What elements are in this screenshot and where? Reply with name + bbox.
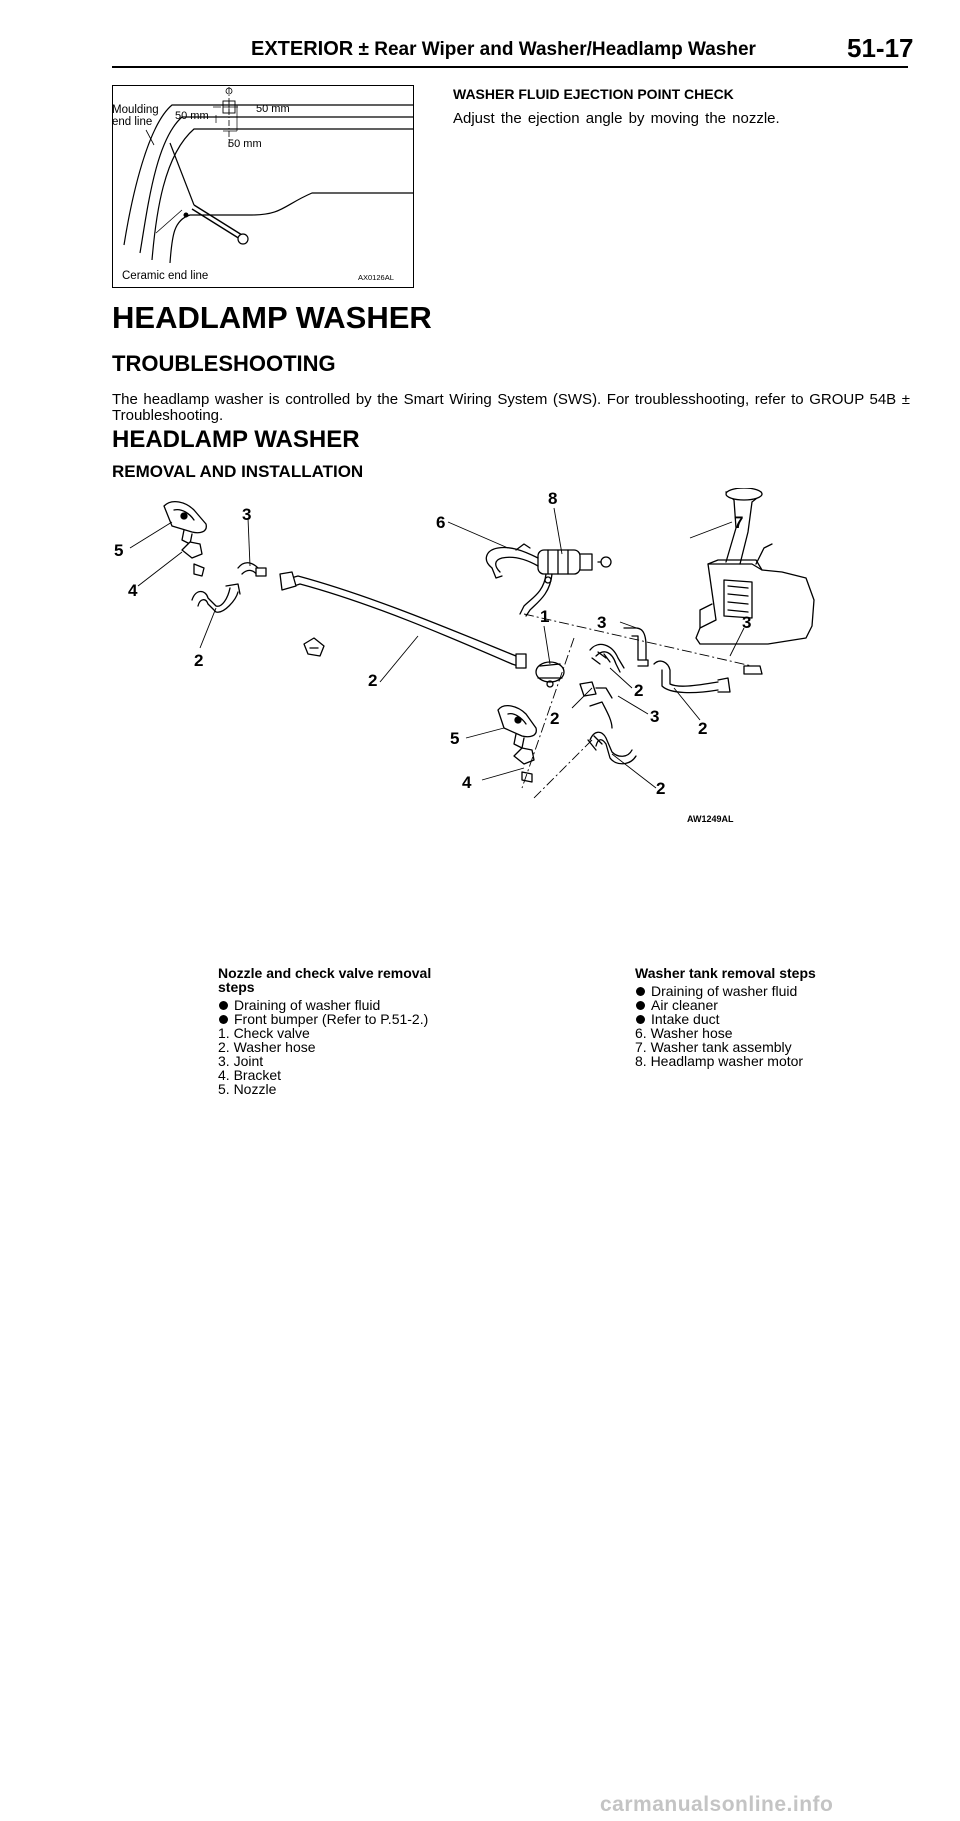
- nozzle-check-valve-steps: [218, 966, 468, 1096]
- figure-code: AX0126AL: [358, 273, 394, 282]
- heading-removal-installation: REMOVAL AND INSTALLATION: [112, 462, 364, 481]
- callout-2-main: 2: [368, 671, 378, 690]
- step-item: 7. Washer tank assembly: [635, 1039, 792, 1055]
- callout-3-lower: 3: [650, 707, 660, 726]
- ejection-point-diagram: [112, 85, 414, 288]
- page-number: 51-17: [847, 33, 914, 63]
- callout-1: 1: [540, 607, 550, 626]
- step-bullet: Draining of washer fluid: [218, 998, 468, 1012]
- header-subsection: ± Rear Wiper and Washer/Headlamp Washer: [358, 39, 756, 60]
- dimension-label-bottom: 50 mm: [228, 138, 262, 150]
- washer-check-text: Adjust the ejection angle by moving the nozzle.: [453, 110, 780, 127]
- step-item: 8. Headlamp washer motor: [635, 1053, 804, 1069]
- steps-title-line2: steps: [218, 979, 255, 995]
- step-bullet: Intake duct: [635, 1012, 895, 1026]
- heading-troubleshooting: TROUBLESHOOTING: [112, 351, 336, 376]
- step-item: 4. Bracket: [218, 1067, 282, 1083]
- step-item: 5. Nozzle: [218, 1081, 277, 1097]
- callout-7: 7: [734, 513, 744, 532]
- figure-code: AW1249AL: [687, 814, 734, 824]
- header-rule: [112, 66, 908, 68]
- callout-2-lower: 2: [550, 709, 560, 728]
- callout-2-left: 2: [194, 651, 204, 670]
- steps-title: Washer tank removal steps: [635, 965, 816, 981]
- step-item: 3. Joint: [218, 1053, 264, 1069]
- callout-3-right: 3: [742, 613, 752, 632]
- step-item: 1. Check valve: [218, 1025, 310, 1041]
- callout-3-mid: 3: [597, 613, 607, 632]
- callout-2-right: 2: [698, 719, 708, 738]
- callout-8: 8: [548, 489, 558, 508]
- headlamp-washer-exploded-view: [112, 488, 910, 958]
- callout-2-bottom: 2: [656, 779, 666, 798]
- callout-6: 6: [436, 513, 446, 532]
- section-heading-headlamp-washer: HEADLAMP WASHER: [112, 300, 432, 335]
- watermark: carmanualsonline.info: [600, 1793, 834, 1816]
- step-bullet: Draining of washer fluid: [635, 984, 895, 998]
- washer-tank-steps: [635, 966, 895, 1068]
- washer-check-heading: WASHER FLUID EJECTION POINT CHECK: [453, 86, 734, 102]
- callout-4-left: 4: [128, 581, 138, 600]
- steps-title: Nozzle and check valve removal: [218, 965, 432, 981]
- callout-4-right: 4: [462, 773, 472, 792]
- callout-3-left: 3: [242, 505, 252, 524]
- moulding-label: Moulding: [112, 104, 159, 116]
- exploded-view-diagram: [112, 488, 910, 958]
- step-bullet: Front bumper (Refer to P.51-2.): [218, 1012, 468, 1026]
- step-bullet: Air cleaner: [635, 998, 895, 1012]
- callout-2-mid: 2: [634, 681, 644, 700]
- step-item: 2. Washer hose: [218, 1039, 316, 1055]
- running-header-title: [251, 38, 756, 61]
- troubleshooting-paragraph: The headlamp washer is controlled by the Smart Wiring System (SWS). For troublesshooting, refer to GROUP 54B ± Troubleshooting.: [112, 391, 910, 424]
- subsection-heading-headlamp-washer: HEADLAMP WASHER: [112, 426, 360, 453]
- callout-5-left: 5: [114, 541, 124, 560]
- dimension-label-left: 50 mm: [175, 110, 209, 122]
- ejection-point-figure: [112, 85, 414, 288]
- callout-5-right: 5: [450, 729, 460, 748]
- ceramic-end-line-label: Ceramic end line: [122, 270, 209, 282]
- header-section: EXTERIOR: [251, 38, 354, 60]
- step-item: 6. Washer hose: [635, 1025, 733, 1041]
- dimension-label-right: 50 mm: [256, 103, 290, 115]
- moulding-label-line2: end line: [112, 116, 153, 128]
